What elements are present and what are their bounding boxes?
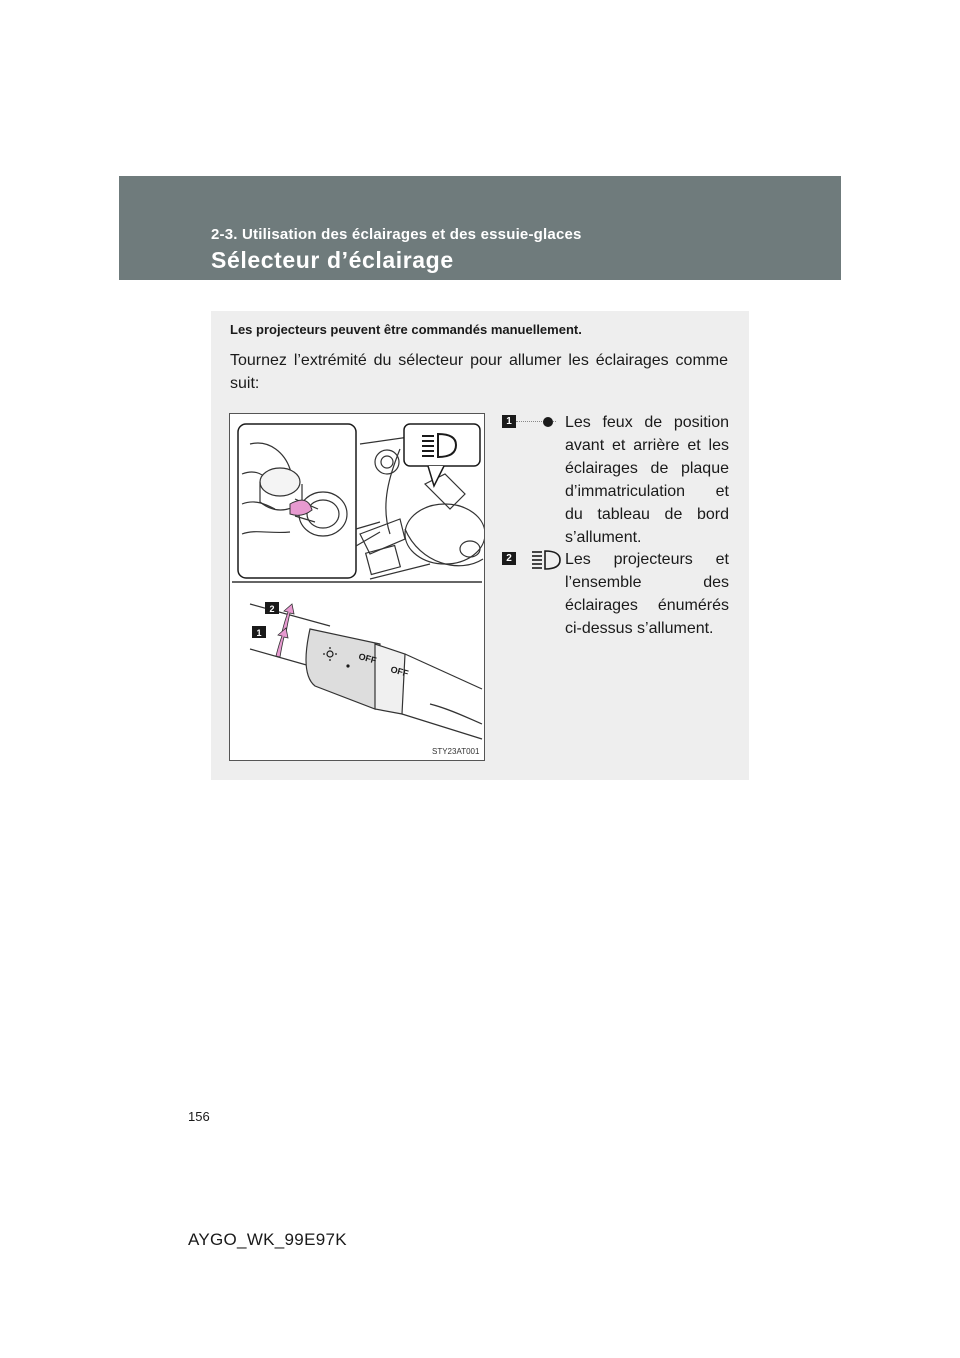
number-badge: 2 — [502, 552, 516, 565]
callout-bubble — [404, 424, 480, 486]
rotation-arrow-icon — [282, 604, 294, 633]
light-switch-illustration — [229, 413, 485, 761]
legend-text: Les feux de position avant et arrière et les éclairages de plaque d’immatriculation et du tableau de bord s’allument. — [565, 414, 729, 546]
illustration-code: STY23AT001 — [432, 747, 480, 756]
position-lights-icon — [530, 411, 560, 433]
intro-bold-text: Les projecteurs peuvent être commandés manuellement. — [230, 322, 582, 337]
off-label: OFF — [357, 651, 378, 666]
document-code: AYGO_WK_99E97K — [188, 1230, 347, 1249]
section-label: 2-3. Utilisation des éclairages et des essuie-glaces — [211, 226, 582, 243]
content-box — [211, 311, 749, 780]
off-label: OFF — [389, 664, 410, 679]
svg-text:2: 2 — [269, 604, 275, 614]
page-number: 156 — [188, 1109, 210, 1124]
rotation-arrow-icon — [276, 628, 288, 657]
page-title: Sélecteur d’éclairage — [211, 247, 454, 273]
intro-text: Tournez l’extrémité du sélecteur pour allumer les éclairages comme suit: — [230, 352, 728, 392]
headlight-icon — [530, 548, 564, 572]
number-badge: 1 — [502, 415, 516, 428]
legend-text: Les projecteurs et l’ensemble des éclairages énumérés ci-dessus s’allument. — [565, 551, 729, 637]
chapter-header — [119, 176, 841, 280]
svg-text:1: 1 — [256, 628, 262, 638]
